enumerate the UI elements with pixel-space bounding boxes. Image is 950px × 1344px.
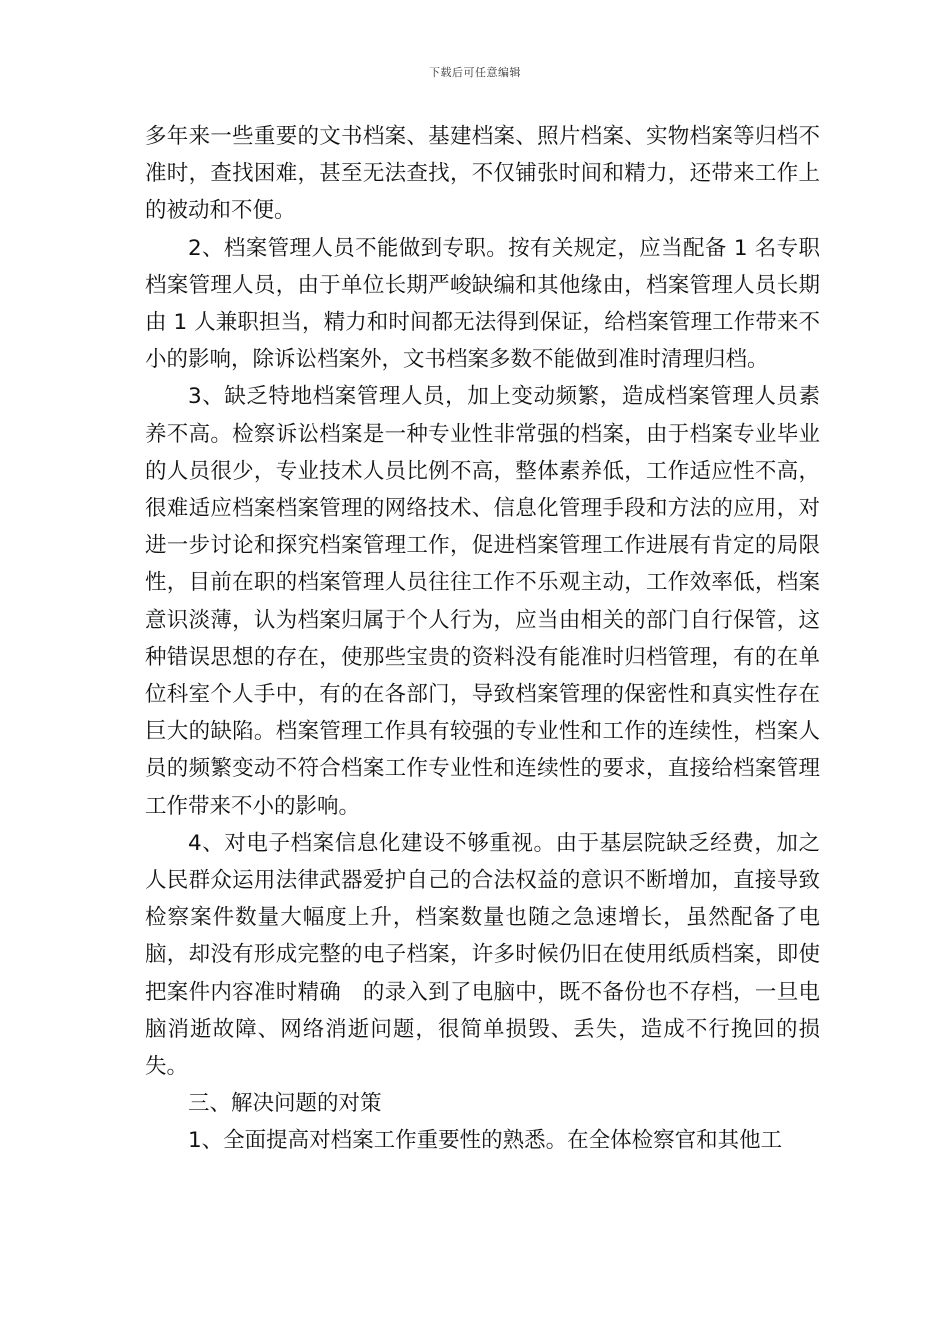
paragraph-item-4: 4、对电子档案信息化建设不够重视。由于基层院缺乏经费，加之人民群众运用法律武器爱护自己的合法权益的意识不断增加，直接导致检察案件数量大幅度上升，档案数量也随之急速增长，虽然配备了电脑，却没有形成完整的电子档案，许多时候仍旧在使用纸质档案，即使把案件内容准时精确 的录入到了电脑中，既不备份也不存档，一旦电脑消逝故障、网络消逝问题，很简单损毁、丢失，造成不行挽回的损失。: [145, 830, 820, 1080]
paragraph-continuation: 多年来一些重要的文书档案、基建档案、照片档案、实物档案等归档不准时，查找困难，甚至无法查找，不仅铺张时间和精力，还带来工作上的被动和不便。: [145, 124, 820, 224]
paragraph-item-1: 1、全面提高对档案工作重要性的熟悉。在全体检察官和其他工: [188, 1128, 783, 1154]
document-body: [145, 118, 820, 1160]
section-heading-3: 三、解决问题的对策: [188, 1091, 382, 1117]
paragraph-item-2: 2、档案管理人员不能做到专职。按有关规定，应当配备 1 名专职档案管理人员，由于单位长期严峻缺编和其他缘由，档案管理人员长期由 1 人兼职担当，精力和时间都无法得到保证，给档案管理工作带来不小的影响，除诉讼档案外，文书档案多数不能做到准时清理归档。: [145, 235, 820, 373]
page-header: 下载后可任意编辑: [429, 66, 521, 79]
paragraph-item-3: 3、缺乏特地档案管理人员，加上变动频繁，造成档案管理人员素养不高。检察诉讼档案是一种专业性非常强的档案，由于档案专业毕业的人员很少，专业技术人员比例不高，整体素养低，工作适应性不高，很难适应档案档案管理的网络技术、信息化管理手段和方法的应用，对进一步讨论和探究档案管理工作，促进档案管理工作进展有肯定的局限性，目前在职的档案管理人员往往工作不乐观主动，工作效率低，档案意识淡薄，认为档案归属于个人行为，应当由相关的部门自行保管，这种错误思想的存在，使那些宝贵的资料没有能准时归档管理，有的在单位科室个人手中，有的在各部门，导致档案管理的保密性和真实性存在巨大的缺陷。档案管理工作具有较强的专业性和工作的连续性，档案人员的频繁变动不符合档案工作专业性和连续性的要求，直接给档案管理工作带来不小的影响。: [145, 384, 820, 819]
